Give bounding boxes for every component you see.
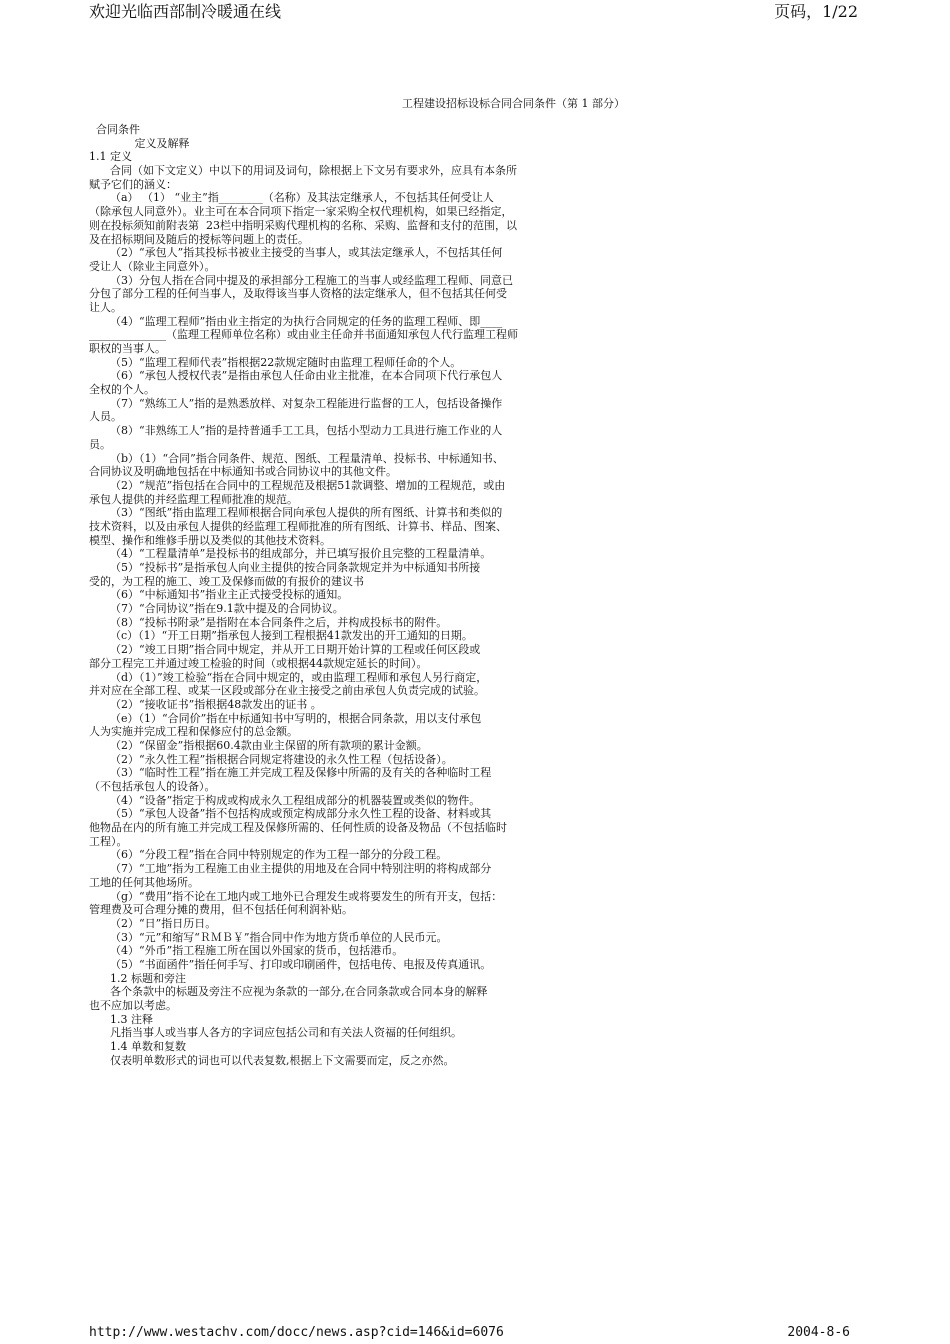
text-line: （6）“中标通知书”指业主正式接受投标的通知。 [89,588,349,602]
text-line: （3）分包人指在合同中提及的承担部分工程施工的当事人或经监理工程师、同意已 [89,273,513,287]
text-line: （4）“设备”指定于构成或构成永久工程组成部分的机器装置或类似的物件。 [89,793,481,807]
text-line: （除承包人同意外）。业主可在本合同项下指定一家采购全权代理机构，如果已经指定， [89,205,513,219]
text-line: 1.3 注释 [89,1012,153,1026]
text-line: （5）“投标书”是指承包人向业主提供的按合同条款规定并为中标通知书所接 [89,561,481,574]
text-line: ______________（监理工程师单位名称）或由业主任命并书面通知承包人代行监理工程师 [89,328,518,342]
text-line: 仅表明单数形式的词也可以代表复数,根据上下文需要而定，反之亦然。 [89,1053,455,1067]
document-title: 工程建设招标设标合同合同条件（第 1 部分） [402,97,625,110]
text-line: 也不应加以考虑。 [89,999,177,1012]
text-line: （7）“熟练工人”指的是熟悉放样、对复杂工程能进行监督的工人，包括设备操作 [89,396,503,410]
text-line: 人为实施并完成工程和保修应付的总金额。 [89,725,298,739]
text-line: 工程）。 [89,834,128,848]
print-date: 2004-8-6 [787,1325,850,1340]
text-line: （g）“费用”指不论在工地内或工地外已合理发生或将要发生的所有开支，包括： [89,889,503,903]
page-number: 页码，1/22 [774,2,858,21]
text-line: （4）“外币”指工程施工所在国以外国家的货币，包括港币。 [89,944,404,958]
text-line: （3）“图纸”指由监理工程师根据合同向承包人提供的所有图纸、计算书和类似的 [89,506,503,520]
text-line: （a） （1） “业主”指________（名称）及其法定继承人，不包括其任何受让人 [89,191,494,205]
text-line: 工地的任何其他场所。 [89,875,199,889]
text-line: 模型、操作和维修手册以及类似的其他技术资料。 [89,533,331,547]
text-line: （2）“承包人”指其投标书被业主接受的当事人，或其法定继承人，不包括其任何 [89,246,503,260]
text-line: （d）（1）”竣工检验“指在合同中规定的，或由监理工程师和承包人另行商定， [89,670,488,684]
text-line: 承包人提供的并经监理工程师批准的规范。 [89,492,298,506]
site-header-title: 欢迎光临西部制冷暖通在线 [89,2,282,21]
text-line: 受的，为工程的施工、竣工及保修而做的有报价的建议书 [89,574,364,588]
text-line: 则在投标须知前附表第 23栏中指明采购代理机构的名称、采购、监督和支付的范围，以 [89,218,517,232]
text-line: （c）（1）“开工日期”指承包人接到工程根据41款发出的开工通知的日期。 [89,629,473,643]
text-line: 并对应在全部工程、或某一区段或部分在业主接受之前由承包人负责完成的试验。 [89,684,485,698]
text-line: （4）“工程量清单”是投标书的组成部分，并已填写报价且完整的工程量清单。 [89,547,492,561]
text-line: （2）“竣工日期”指合同中规定，并从开工日期开始计算的工程或任何区段或 [89,643,481,657]
text-line: （5）“承包人设备”指不包括构成或预定构成部分永久性工程的设备、材料或其 [89,807,492,821]
text-line: （2）“接收证书”指根据48款发出的证书 。 [89,697,322,711]
text-line: （不包括承包人的设备）。 [89,780,216,793]
text-line: 管理费及可合理分摊的费用，但不包括任何利润补贴。 [89,903,353,917]
text-line: （3）“临时性工程”指在施工并完成工程及保修中所需的及有关的各种临时工程 [89,766,492,780]
text-line: （2）“保留金”指根据60.4款由业主保留的所有款项的累计金额。 [89,738,428,752]
document-body [89,123,599,1067]
text-line: 1.4 单数和复数 [89,1040,186,1054]
text-line: （2）“永久性工程”指根据合同规定将建设的永久性工程（包括设备）。 [89,752,453,766]
text-line: 技术资料，以及由承包人提供的经监理工程师批准的所有图纸、计算书、样品、图案、 [89,519,507,533]
text-line: （8）“非熟练工人”指的是持普通手工工具，包括小型动力工具进行施工作业的人 [89,424,503,438]
text-line: （5）“监理工程师代表”指根据22款规定随时由监理工程师任命的个人。 [89,355,462,369]
text-line: 合同协议及明确地包括在中标通知书或合同协议中的其他文件。 [89,465,397,479]
text-line: 让人。 [89,300,122,314]
text-line: 合同（如下文定义）中以下的用词及词句，除根据上下文另有要求外，应具有本条所 [89,164,517,178]
text-line: 他物品在内的所有施工并完成工程及保修所需的、任何性质的设备及物品（不包括临时 [89,821,507,835]
text-line: 赋予它们的涵义： [89,177,177,191]
text-line: 1.1 定义 [89,150,132,164]
text-line: （8）“投标书附录”是指附在本合同条件之后，并构成投标书的附件。 [89,615,448,629]
text-line: （e）（1）“合同价”指在中标通知书中写明的，根据合同条款，用以支付承包 [89,711,482,725]
text-line: （3）“元”和缩写“ＲＭＢ￥”指合同中作为地方货币单位的人民币元。 [89,930,448,944]
text-line: 全权的个人。 [89,383,155,397]
text-line: （5）“书面函件”指任何手写、打印或印刷函件，包括电传、电报及传真通讯。 [89,957,492,971]
text-line: 合同条件 [89,123,140,136]
text-line: 1.2 标题和旁注 [89,971,186,985]
text-line: 员。 [89,437,111,451]
text-line: 定义及解释 [89,136,190,150]
text-line: 部分工程完工并通过竣工检验的时间（或根据44款规定延长的时间）。 [89,656,428,670]
text-line: 职权的当事人。 [89,342,166,355]
text-line: （6）“承包人授权代表”是指由承包人任命由业主批准，在本合同项下代行承包人 [89,369,503,383]
text-line: （7）“工地”指为工程施工由业主提供的用地及在合同中特别注明的将构成部分 [89,862,492,876]
text-line: 及在招标期间及随后的授标等问题上的责任。 [89,232,309,246]
text-line: （2）“日”指日历日。 [89,916,217,930]
text-line: 各个条款中的标题及旁注不应视为条款的一部分,在合同条款或合同本身的解释 [89,985,488,999]
text-line: 受让人（除业主同意外）。 [89,259,216,273]
page-url[interactable]: http://www.westachv.com/docc/news.asp?cid=146&id=6076 [89,1325,504,1340]
text-line: 人员。 [89,410,122,424]
text-line: （2）“规范”指包括在合同中的工程规范及根据51款调整、增加的工程规范，或由 [89,478,506,492]
text-line: （b）（1）“合同”指合同条件、规范、图纸、工程量清单、投标书、中标通知书、 [89,451,504,465]
text-line: （7）“合同协议”指在9.1款中提及的合同协议。 [89,602,344,616]
text-line: 凡指当事人或当事人各方的字词应包括公司和有关法人资福的任何组织。 [89,1026,462,1040]
text-line: （4）“监理工程师”指由业主指定的为执行合同规定的任务的监理工程师、即____ [89,314,503,328]
text-line: 分包了部分工程的任何当事人，及取得该当事人资格的法定继承人，但不包括其任何受 [89,287,507,301]
text-line: （6）“分段工程”指在合同中特别规定的作为工程一部分的分段工程。 [89,848,448,862]
